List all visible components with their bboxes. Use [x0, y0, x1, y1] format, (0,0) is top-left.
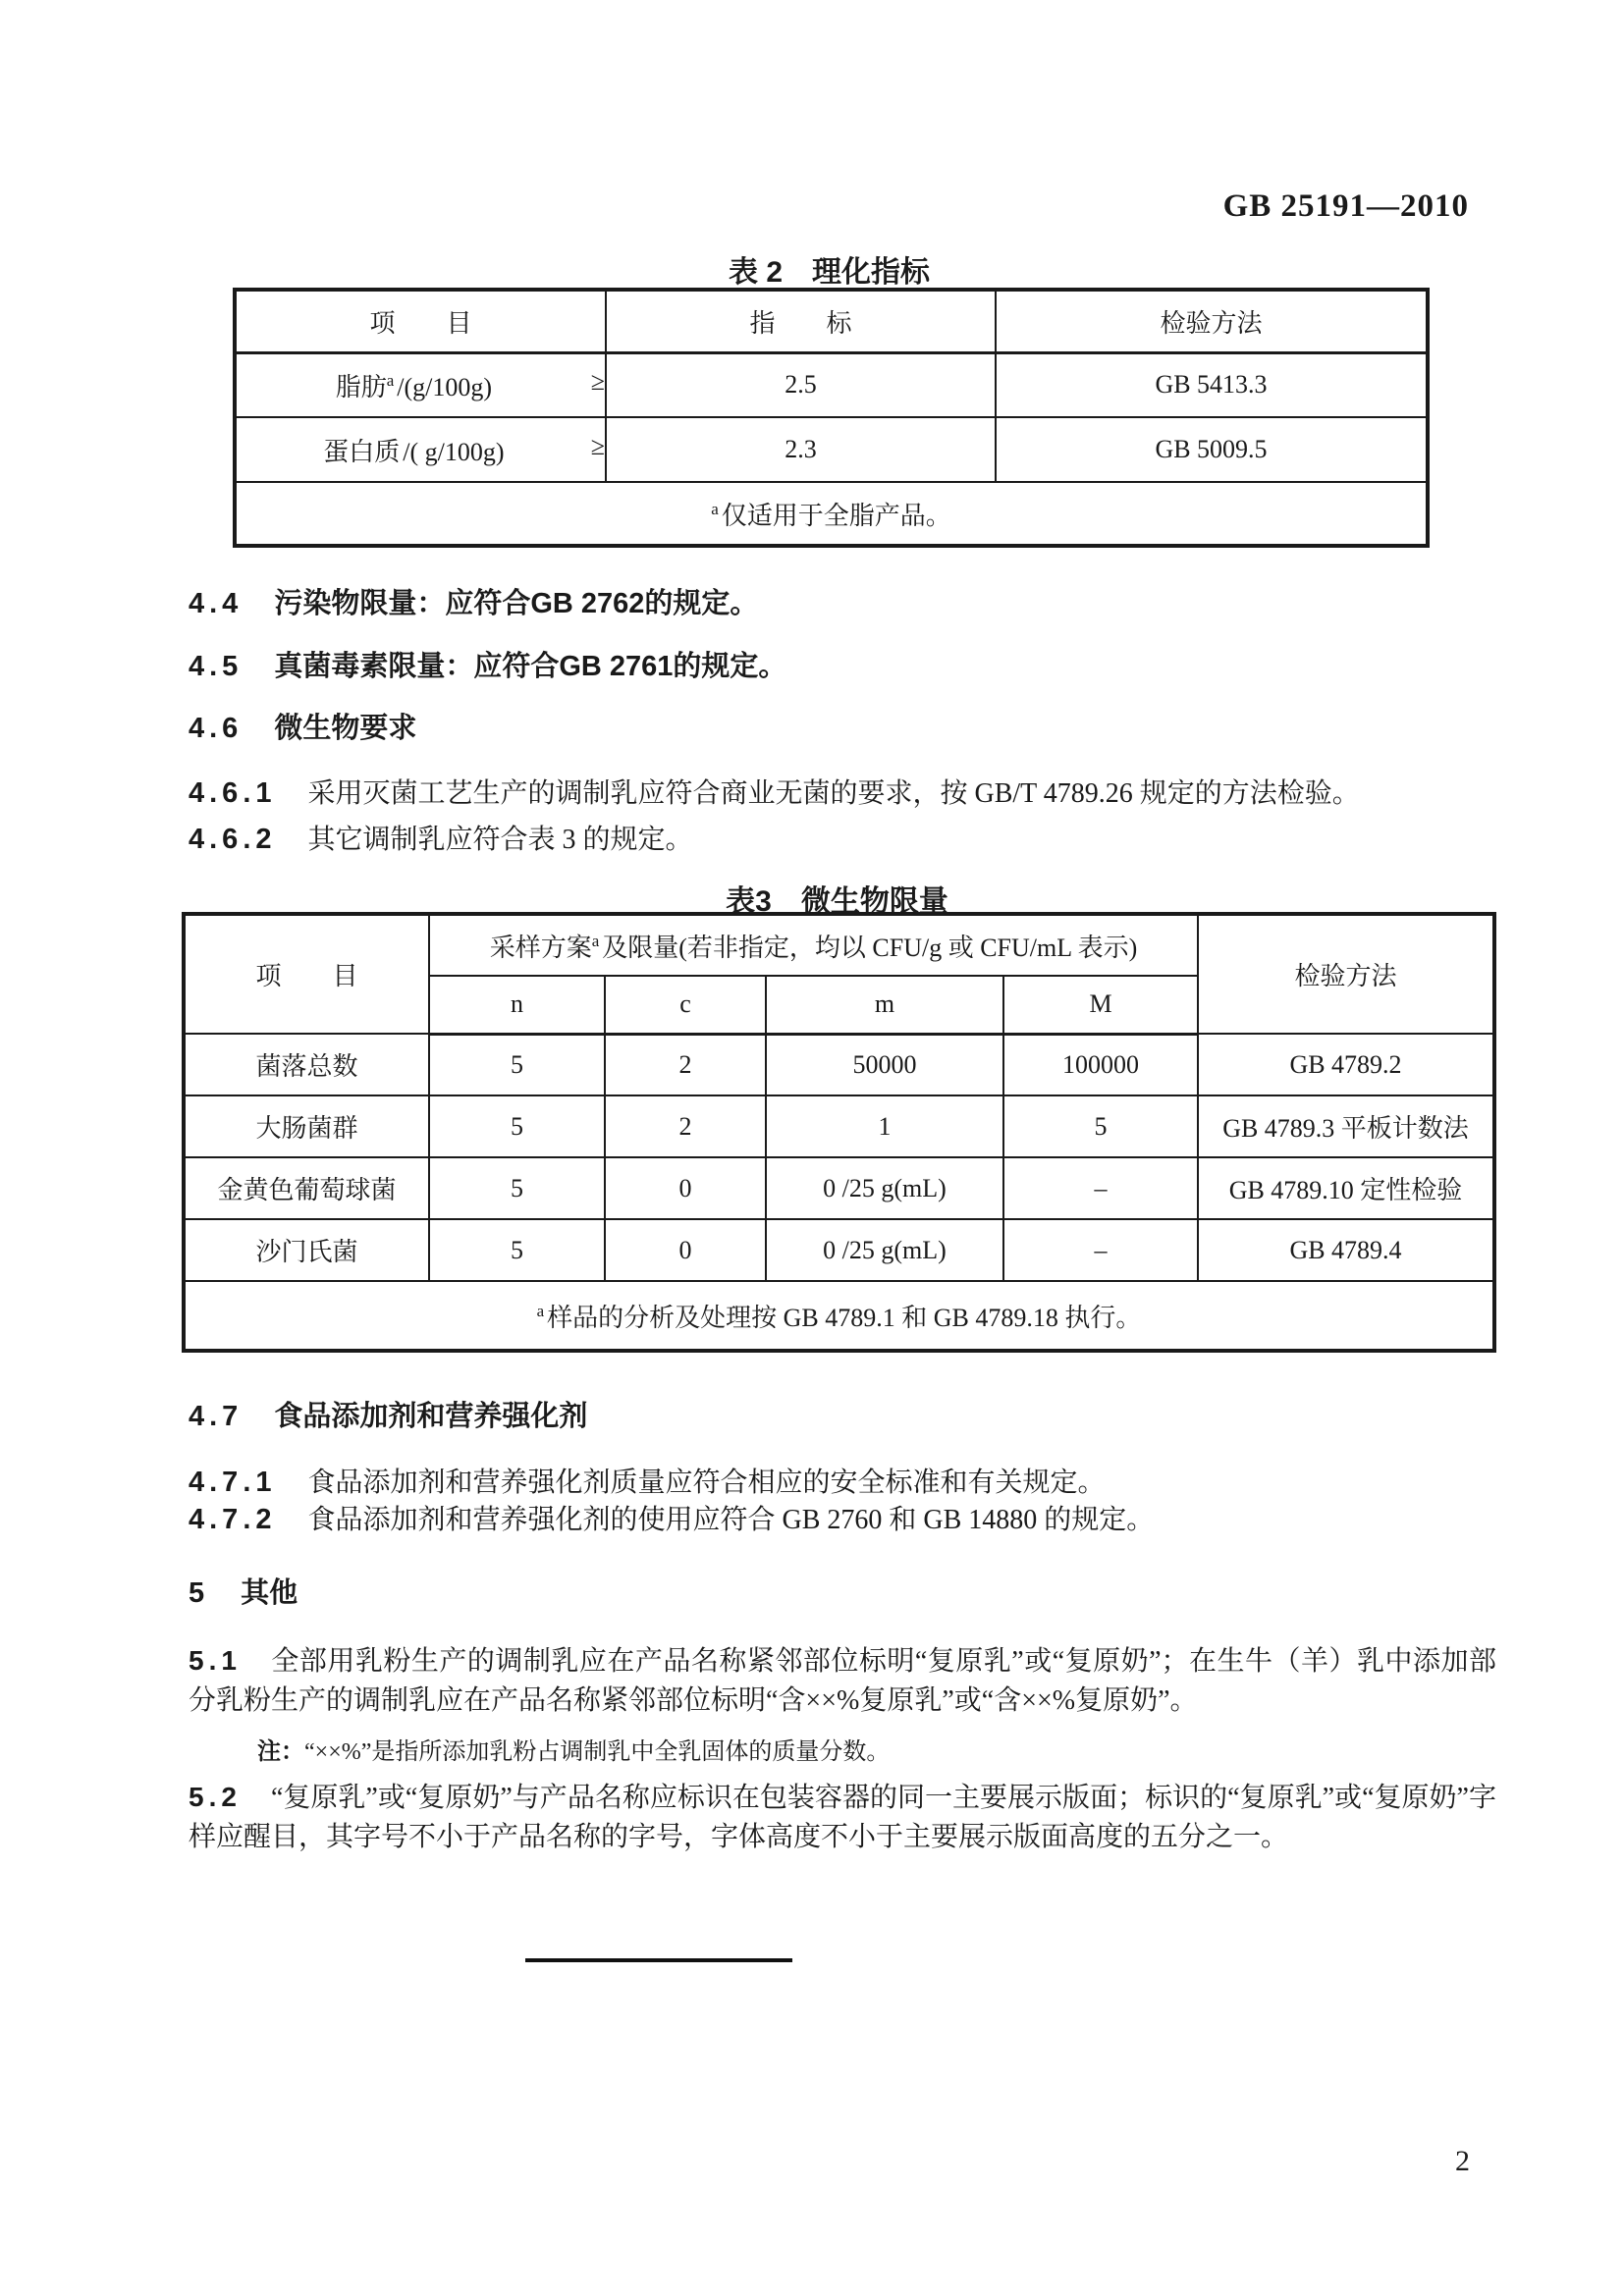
table3-footnote-row [184, 1281, 1494, 1351]
clause-text: 食品添加剂和营养强化剂 [274, 1401, 588, 1432]
clause-number: 4.7.1 [189, 1467, 277, 1498]
clause-text: 其它调制乳应符合表 3 的规定。 [307, 825, 693, 855]
table2-title: 表 2 理化指标 [728, 256, 931, 289]
cell-M: – [1003, 1219, 1198, 1281]
table3-item-salmonella: 沙门氏菌 [184, 1219, 429, 1281]
table2-item-fat [235, 352, 606, 417]
clause-4-6-1 [189, 772, 1360, 811]
table2-header-method: 检验方法 [996, 290, 1428, 352]
clause-5 [189, 1571, 298, 1611]
clause-number: 5.2 [189, 1782, 242, 1812]
clause-4-6-2 [189, 818, 693, 857]
doc-number: GB 25191—2010 [1222, 188, 1469, 224]
gte-symbol: ≥ [590, 366, 605, 396]
table-row [184, 1157, 1494, 1219]
clause-4-6 [189, 706, 416, 746]
clause-4-7-1 [189, 1461, 1106, 1500]
clause-4-4 [189, 581, 758, 621]
clause-number: 4.7 [189, 1401, 244, 1432]
cell-method: GB 4789.2 [1198, 1034, 1494, 1095]
cell-method: GB 4789.4 [1198, 1219, 1494, 1281]
table3-header-sampling-plan [429, 914, 1198, 976]
note-label: 注： [257, 1739, 304, 1765]
table2-method-fat: GB 5413.3 [996, 352, 1428, 417]
cell-m: 50000 [766, 1034, 1003, 1095]
table3-header-item: 项 目 [184, 914, 429, 1034]
table-row [235, 352, 1428, 417]
clause-4-5 [189, 644, 786, 684]
clause-number: 4.7.2 [189, 1504, 277, 1535]
item-unit: /(g/100g) [397, 372, 493, 401]
table-row [184, 1034, 1494, 1095]
table2-value-protein: 2.3 [606, 417, 996, 482]
clause-number: 4.4 [189, 588, 244, 619]
cell-method: GB 4789.3 平板计数法 [1198, 1095, 1494, 1157]
table3-subheader-m: m [766, 976, 1003, 1034]
table2-header-item: 项 目 [235, 290, 606, 352]
note-text: “××%”是指所添加乳粉占调制乳中全乳固体的质量分数。 [304, 1739, 891, 1765]
footnote-text: 仅适用于全脂产品。 [721, 501, 951, 530]
table3-item-coliform: 大肠菌群 [184, 1095, 429, 1157]
item-name: 脂肪 [335, 372, 387, 401]
table-row [184, 1095, 1494, 1157]
cell-c: 2 [605, 1034, 766, 1095]
table-row [235, 417, 1428, 482]
item-name: 蛋白质 [323, 437, 401, 466]
cell-m: 1 [766, 1095, 1003, 1157]
clause-number: 5 [189, 1577, 210, 1609]
cell-n: 5 [429, 1219, 605, 1281]
table2-method-protein: GB 5009.5 [996, 417, 1428, 482]
clause-text: “复原乳”或“复原奶”与产品名称应标识在包装容器的同一主要展示版面；标识的“复原乳”或“复原奶”字样应醒目，其字号不小于产品名称的字号，字体高度不小于主要展示版面高度的五分之一。 [189, 1783, 1496, 1852]
table2-header-row [235, 290, 1428, 352]
cell-M: 5 [1003, 1095, 1198, 1157]
footnote-marker: a [536, 1301, 545, 1320]
clause-number: 4.6.2 [189, 824, 277, 855]
clause-text: 污染物限量：应符合GB 2762的规定。 [274, 588, 759, 619]
clause-text: 食品添加剂和营养强化剂的使用应符合 GB 2760 和 GB 14880 的规定。 [307, 1505, 1155, 1535]
plan-prefix: 采样方案 [489, 933, 592, 962]
table3-header-row-1 [184, 914, 1494, 976]
item-unit: /( g/100g) [403, 437, 505, 466]
table3-title: 表3 微生物限量 [726, 885, 948, 918]
table2-footnote [235, 482, 1428, 546]
plan-suffix: 及限量(若非指定，均以 CFU/g 或 CFU/mL 表示) [602, 933, 1138, 962]
clause-number: 4.5 [189, 651, 244, 682]
cell-n: 5 [429, 1157, 605, 1219]
table3-subheader-n: n [429, 976, 605, 1034]
table2-value-fat: 2.5 [606, 352, 996, 417]
clause-text: 全部用乳粉生产的调制乳应在产品名称紧邻部位标明“复原乳”或“复原奶”；在生牛（羊）乳中添加部分乳粉生产的调制乳应在产品名称紧邻部位标明“含××%复原乳”或“含××%复原奶”。 [189, 1646, 1496, 1716]
cell-M: – [1003, 1157, 1198, 1219]
clause-number: 4.6.1 [189, 777, 277, 809]
table2-physicochemical [233, 288, 1430, 548]
footnote-marker: a [711, 499, 719, 518]
cell-n: 5 [429, 1034, 605, 1095]
clause-4-7 [189, 1394, 587, 1434]
cell-M: 100000 [1003, 1034, 1198, 1095]
table3-subheader-c: c [605, 976, 766, 1034]
table2-item-protein [235, 417, 606, 482]
cell-m: 0 /25 g(mL) [766, 1219, 1003, 1281]
page-number: 2 [1455, 2145, 1470, 2177]
table-row [184, 1219, 1494, 1281]
table3-item-total-colony: 菌落总数 [184, 1034, 429, 1095]
footnote-text: 样品的分析及处理按 GB 4789.1 和 GB 4789.18 执行。 [547, 1303, 1142, 1332]
cell-c: 2 [605, 1095, 766, 1157]
clause-text: 其他 [241, 1577, 298, 1609]
cell-c: 0 [605, 1219, 766, 1281]
table3-footnote [184, 1281, 1494, 1351]
table2-header-index: 指 标 [606, 290, 996, 352]
table3-item-staph-aureus: 金黄色葡萄球菌 [184, 1157, 429, 1219]
clause-number: 4.6 [189, 713, 244, 744]
end-of-document-rule [525, 1958, 792, 1962]
clause-text: 微生物要求 [274, 713, 417, 744]
gte-symbol: ≥ [590, 431, 605, 460]
cell-n: 5 [429, 1095, 605, 1157]
cell-c: 0 [605, 1157, 766, 1219]
clause-text: 食品添加剂和营养强化剂质量应符合相应的安全标准和有关规定。 [307, 1468, 1106, 1498]
table3-subheader-M: M [1003, 976, 1198, 1034]
clause-5-2 [189, 1778, 1496, 1857]
clause-5-1-note [257, 1732, 1494, 1766]
table2-footnote-row [235, 482, 1428, 546]
clause-number: 5.1 [189, 1645, 242, 1676]
clause-text: 真菌毒素限量：应符合GB 2761的规定。 [274, 651, 787, 682]
clause-text: 采用灭菌工艺生产的调制乳应符合商业无菌的要求，按 GB/T 4789.26 规定的方法检验。 [307, 778, 1360, 809]
clause-5-1 [189, 1641, 1496, 1721]
clause-4-7-2 [189, 1498, 1154, 1537]
table3-header-method: 检验方法 [1198, 914, 1494, 1034]
cell-method: GB 4789.10 定性检验 [1198, 1157, 1494, 1219]
footnote-marker: a [591, 931, 600, 950]
table3-microbiological [182, 912, 1496, 1353]
cell-m: 0 /25 g(mL) [766, 1157, 1003, 1219]
footnote-marker: a [386, 371, 395, 391]
